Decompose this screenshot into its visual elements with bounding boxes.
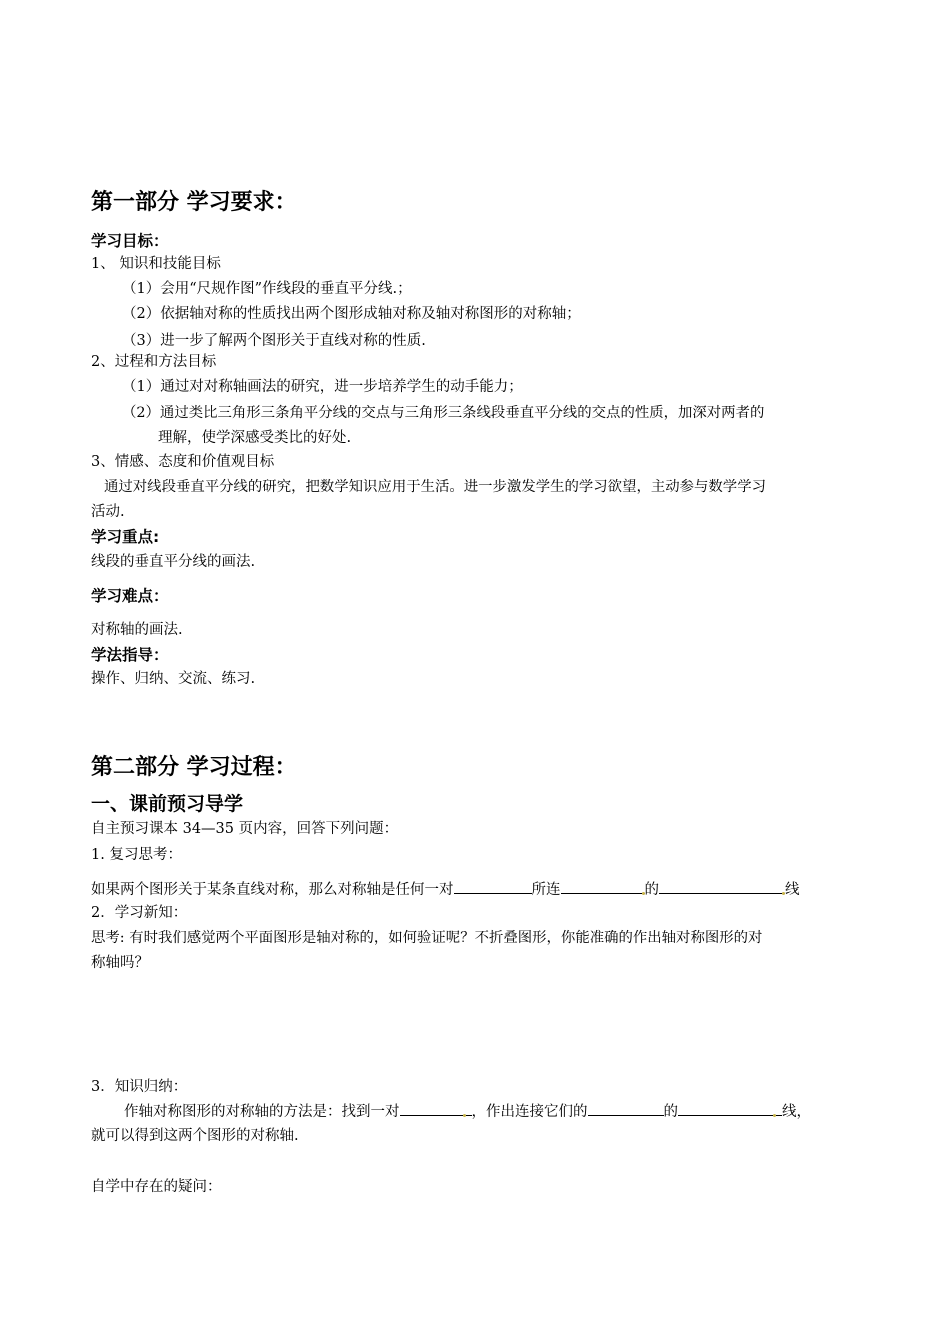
q3-text-part: 线，: [782, 1104, 811, 1120]
q3-title: 3．知识归纳：: [91, 1079, 188, 1095]
method-heading: 学法指导：: [91, 646, 169, 664]
goal3-text: 通过对线段垂直平分线的研究，把数学知识应用于生活。进一步激发学生的学习欲望，主动参与数学学习: [104, 479, 766, 495]
goal2-item: （2）通过类比三角形三条角平分线的交点与三角形三条线段垂直平分线的交点的性质，加深对两者的: [122, 405, 765, 421]
q1-text-part: 所连: [531, 882, 561, 898]
part2-title: 第二部分 学习过程：: [91, 755, 297, 780]
q1-text: [91, 879, 800, 900]
q3-text-part: 作轴对称图形的对称轴的方法是：找到一对: [124, 1104, 400, 1120]
answer-blank[interactable]: [588, 1101, 664, 1116]
goal2-item: （1）通过对对称轴画法的研究，进一步培养学生的动手能力；: [122, 379, 523, 395]
q3-text-part: 的: [663, 1104, 678, 1120]
difficulty-heading: 学习难点：: [91, 587, 169, 605]
answer-blank[interactable]: [659, 879, 785, 894]
goal2-title: 2、过程和方法目标: [91, 354, 217, 370]
answer-blank[interactable]: [561, 879, 645, 894]
section1-intro: 自主预习课本 34—35 页内容，回答下列问题：: [91, 821, 399, 837]
q3-text-part: ，作出连接它们的: [471, 1104, 588, 1120]
method-text: 操作、归纳、交流、练习.: [91, 671, 256, 687]
q1-text-part: 的: [644, 882, 659, 898]
self-study-doubts: 自学中存在的疑问：: [91, 1179, 222, 1195]
section1-title: 一、课前预习导学: [91, 793, 244, 815]
q1-title: 1. 复习思考：: [91, 847, 182, 863]
goal3-text-continuation: 活动.: [91, 504, 125, 520]
q3-text-continuation: 就可以得到这两个图形的对称轴.: [91, 1128, 299, 1144]
focus-heading: 学习重点:: [91, 528, 160, 546]
goal2-item-continuation: 理解，使学深感受类比的好处.: [158, 430, 352, 446]
q2-title: 2．学习新知：: [91, 905, 188, 921]
focus-text: 线段的垂直平分线的画法.: [91, 554, 256, 570]
goal1-title: 1、 知识和技能目标: [91, 256, 221, 272]
answer-blank[interactable]: [454, 879, 532, 894]
q2-text-continuation: 称轴吗？: [91, 955, 149, 971]
q3-text: [124, 1101, 811, 1122]
goal1-item: （1）会用“尺规作图”作线段的垂直平分线.；: [122, 281, 412, 297]
q1-text-part: 线: [785, 882, 800, 898]
q1-text-part: 如果两个图形关于某条直线对称，那么对称轴是任何一对: [91, 882, 454, 898]
goals-heading: 学习目标：: [91, 232, 169, 250]
answer-blank[interactable]: [400, 1101, 472, 1116]
answer-blank[interactable]: [678, 1101, 782, 1116]
goal1-item: （2）依据轴对称的性质找出两个图形成轴对称及轴对称图形的对称轴；: [122, 306, 581, 322]
part1-title: 第一部分 学习要求：: [91, 190, 297, 215]
goal3-title: 3、情感、态度和价值观目标: [91, 454, 275, 470]
goal1-item: （3）进一步了解两个图形关于直线对称的性质.: [122, 333, 426, 349]
q2-text: 思考: 有时我们感觉两个平面图形是轴对称的，如何验证呢？不折叠图形，你能准确的作出轴对称图形的对: [91, 930, 763, 946]
difficulty-text: 对称轴的画法.: [91, 622, 183, 638]
